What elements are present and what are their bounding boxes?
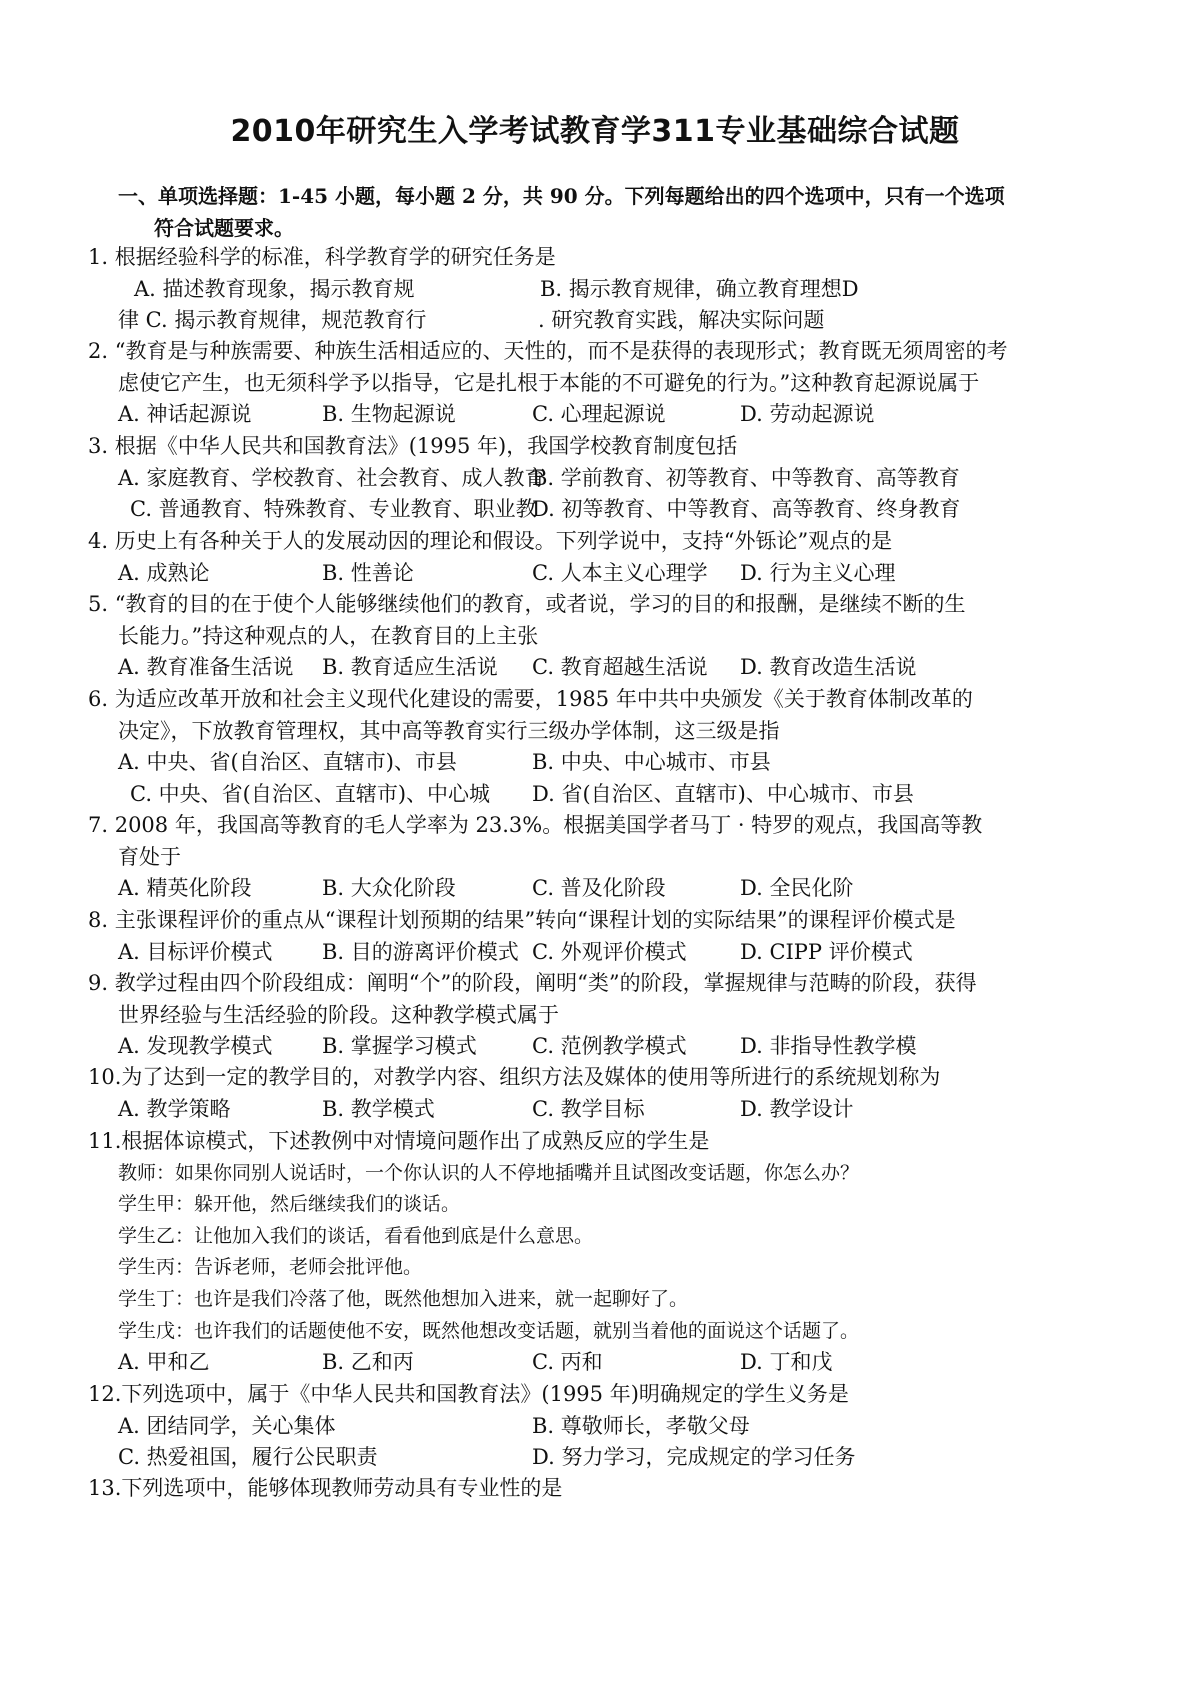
- dialog-line: 学生丙：告诉老师，老师会批评他。: [118, 1256, 423, 1279]
- option-c: C. 范例教学模式: [532, 1034, 687, 1059]
- option-b: B. 教学模式: [322, 1096, 435, 1121]
- question-stem: 4. 历史上有各种关于人的发展动因的理论和假设。下列学说中，支持“外铄论”观点的是: [88, 529, 893, 553]
- option-c: C. 普及化阶段: [532, 876, 666, 901]
- option-d: D. 教学设计: [740, 1096, 854, 1121]
- question-stem: 虑使它产生，也无须科学予以指导，它是扎根于本能的不可避免的行为。”这种教育起源说属于: [118, 370, 980, 395]
- option-b: B. 教育适应生活说: [322, 655, 498, 680]
- dialog-line: 学生甲：躲开他，然后继续我们的谈话。: [118, 1193, 461, 1216]
- question-stem: 决定》，下放教育管理权，其中高等教育实行三级办学体制，这三级是指: [118, 718, 780, 743]
- question-stem: 12.下列选项中，属于《中华人民共和国教育法》(1995 年)明确规定的学生义务是: [88, 1382, 849, 1406]
- option-c: C. 外观评价模式: [532, 939, 687, 964]
- option-a: A. 描述教育现象，揭示教育规: [134, 276, 415, 301]
- section-heading: [118, 180, 1108, 244]
- question-stem: 长能力。”持这种观点的人，在教育目的上主张: [118, 623, 539, 648]
- option-c: C. 教学目标: [532, 1096, 645, 1121]
- option-d: D. 劳动起源说: [740, 402, 875, 427]
- question-stem: 13.下列选项中，能够体现教师劳动具有专业性的是: [88, 1476, 563, 1500]
- dialog-line: 教师：如果你同别人说话时，一个你认识的人不停地插嘴并且试图改变话题，你怎么办？: [118, 1161, 860, 1184]
- question-stem: 6. 为适应改革开放和社会主义现代化建设的需要，1985 年中共中央颁发《关于教育体制改革的: [88, 687, 973, 711]
- option-b: B. 性善论: [322, 560, 414, 585]
- option-d: D. CIPP 评价模式: [740, 939, 913, 964]
- dialog-line: 学生戊：也许我们的话题使他不安，既然他想改变话题，就别当着他的面说这个话题了。: [118, 1319, 860, 1342]
- option-c: C. 热爱祖国，履行公民职责: [118, 1445, 378, 1470]
- option-b: B. 大众化阶段: [322, 876, 456, 901]
- option-d: D. 行为主义心理: [740, 560, 896, 585]
- question-stem: 世界经验与生活经验的阶段。这种教学模式属于: [118, 1002, 559, 1027]
- option-d: D. 努力学习，完成规定的学习任务: [532, 1445, 856, 1470]
- question-stem: 3. 根据《中华人民共和国教育法》(1995 年)，我国学校教育制度包括: [88, 434, 738, 458]
- section-heading-line-1: 一、单项选择题：1-45 小题，每小题 2 分，共 90 分。下列每题给出的四个选项中，只有一个选项: [118, 184, 1005, 208]
- option-b: B. 生物起源说: [322, 402, 456, 427]
- option-a: A. 教学策略: [118, 1096, 231, 1121]
- option-a: A. 教育准备生活说: [118, 655, 294, 680]
- option-a: A. 家庭教育、学校教育、社会教育、成人教育: [118, 465, 546, 490]
- option-b: B. 揭示教育规律，确立教育理想D: [540, 276, 859, 301]
- option-c: C. 丙和: [532, 1350, 603, 1375]
- option-a: A. 发现教学模式: [118, 1034, 273, 1059]
- question-stem: 7. 2008 年，我国高等教育的毛人学率为 23.3%。根据美国学者马丁 · 特罗的观点，我国高等教: [88, 813, 983, 837]
- question-stem: 9. 教学过程由四个阶段组成：阐明“个”的阶段，阐明“类”的阶段，掌握规律与范畴的阶段，获得: [88, 971, 977, 995]
- option-b: B. 目的游离评价模式: [322, 939, 519, 964]
- option-c: C. 人本主义心理学: [532, 560, 708, 585]
- option-a: A. 成熟论: [118, 560, 210, 585]
- option-c: 律 C. 揭示教育规律，规范教育行: [118, 308, 427, 333]
- option-c: C. 普通教育、特殊教育、专业教育、职业教: [130, 497, 537, 522]
- option-b: B. 掌握学习模式: [322, 1034, 477, 1059]
- section-heading-line-2: 符合试题要求。: [154, 216, 294, 240]
- question-stem: 5. “教育的目的在于使个人能够继续他们的教育，或者说，学习的目的和报酬，是继续不断的生: [88, 592, 966, 616]
- option-c: C. 心理起源说: [532, 402, 666, 427]
- option-b: B. 中央、中心城市、市县: [532, 750, 771, 775]
- question-stem: 11.根据体谅模式，下述教例中对情境问题作出了成熟反应的学生是: [88, 1129, 710, 1153]
- option-d: D. 省(自治区、直辖市)、中心城市、市县: [532, 781, 914, 806]
- option-b: B. 学前教育、初等教育、中等教育、高等教育: [532, 465, 960, 490]
- option-d: D. 全民化阶: [740, 876, 854, 901]
- option-b: B. 乙和丙: [322, 1350, 414, 1375]
- dialog-line: 学生乙：让他加入我们的谈话，看看他到底是什么意思。: [118, 1224, 594, 1247]
- option-d: D. 非指导性教学模: [740, 1034, 917, 1059]
- option-c: C. 中央、省(自治区、直辖市)、中心城: [130, 781, 491, 806]
- question-stem: 1. 根据经验科学的标准，科学教育学的研究任务是: [88, 245, 556, 269]
- option-a: A. 目标评价模式: [118, 939, 273, 964]
- option-d: D. 初等教育、中等教育、高等教育、终身教育: [532, 497, 961, 522]
- question-stem: 2. “教育是与种族需要、种族生活相适应的、天性的，而不是获得的表现形式；教育既无须周密的考: [88, 339, 1008, 363]
- question-stem: 育处于: [118, 844, 181, 869]
- option-d: D. 丁和戊: [740, 1350, 833, 1375]
- option-b: B. 尊敬师长，孝敬父母: [532, 1413, 750, 1438]
- question-stem: 8. 主张课程评价的重点从“课程计划预期的结果”转向“课程计划的实际结果”的课程评价模式是: [88, 908, 956, 932]
- option-a: A. 精英化阶段: [118, 876, 252, 901]
- option-c: C. 教育超越生活说: [532, 655, 708, 680]
- option-d: D. 教育改造生活说: [740, 655, 917, 680]
- option-a: A. 团结同学，关心集体: [118, 1413, 336, 1438]
- page-title: 2010年研究生入学考试教育学311专业基础综合试题: [230, 114, 960, 149]
- question-stem: 10.为了达到一定的教学目的，对教学内容、组织方法及媒体的使用等所进行的系统规划称为: [88, 1065, 941, 1089]
- dialog-line: 学生丁：也许是我们冷落了他，既然他想加入进来，就一起聊好了。: [118, 1288, 689, 1310]
- option-a: A. 中央、省(自治区、直辖市)、市县: [118, 750, 457, 775]
- option-a: A. 甲和乙: [118, 1350, 210, 1375]
- option-a: A. 神话起源说: [118, 402, 252, 427]
- option-d: . 研究教育实践，解决实际问题: [538, 308, 825, 333]
